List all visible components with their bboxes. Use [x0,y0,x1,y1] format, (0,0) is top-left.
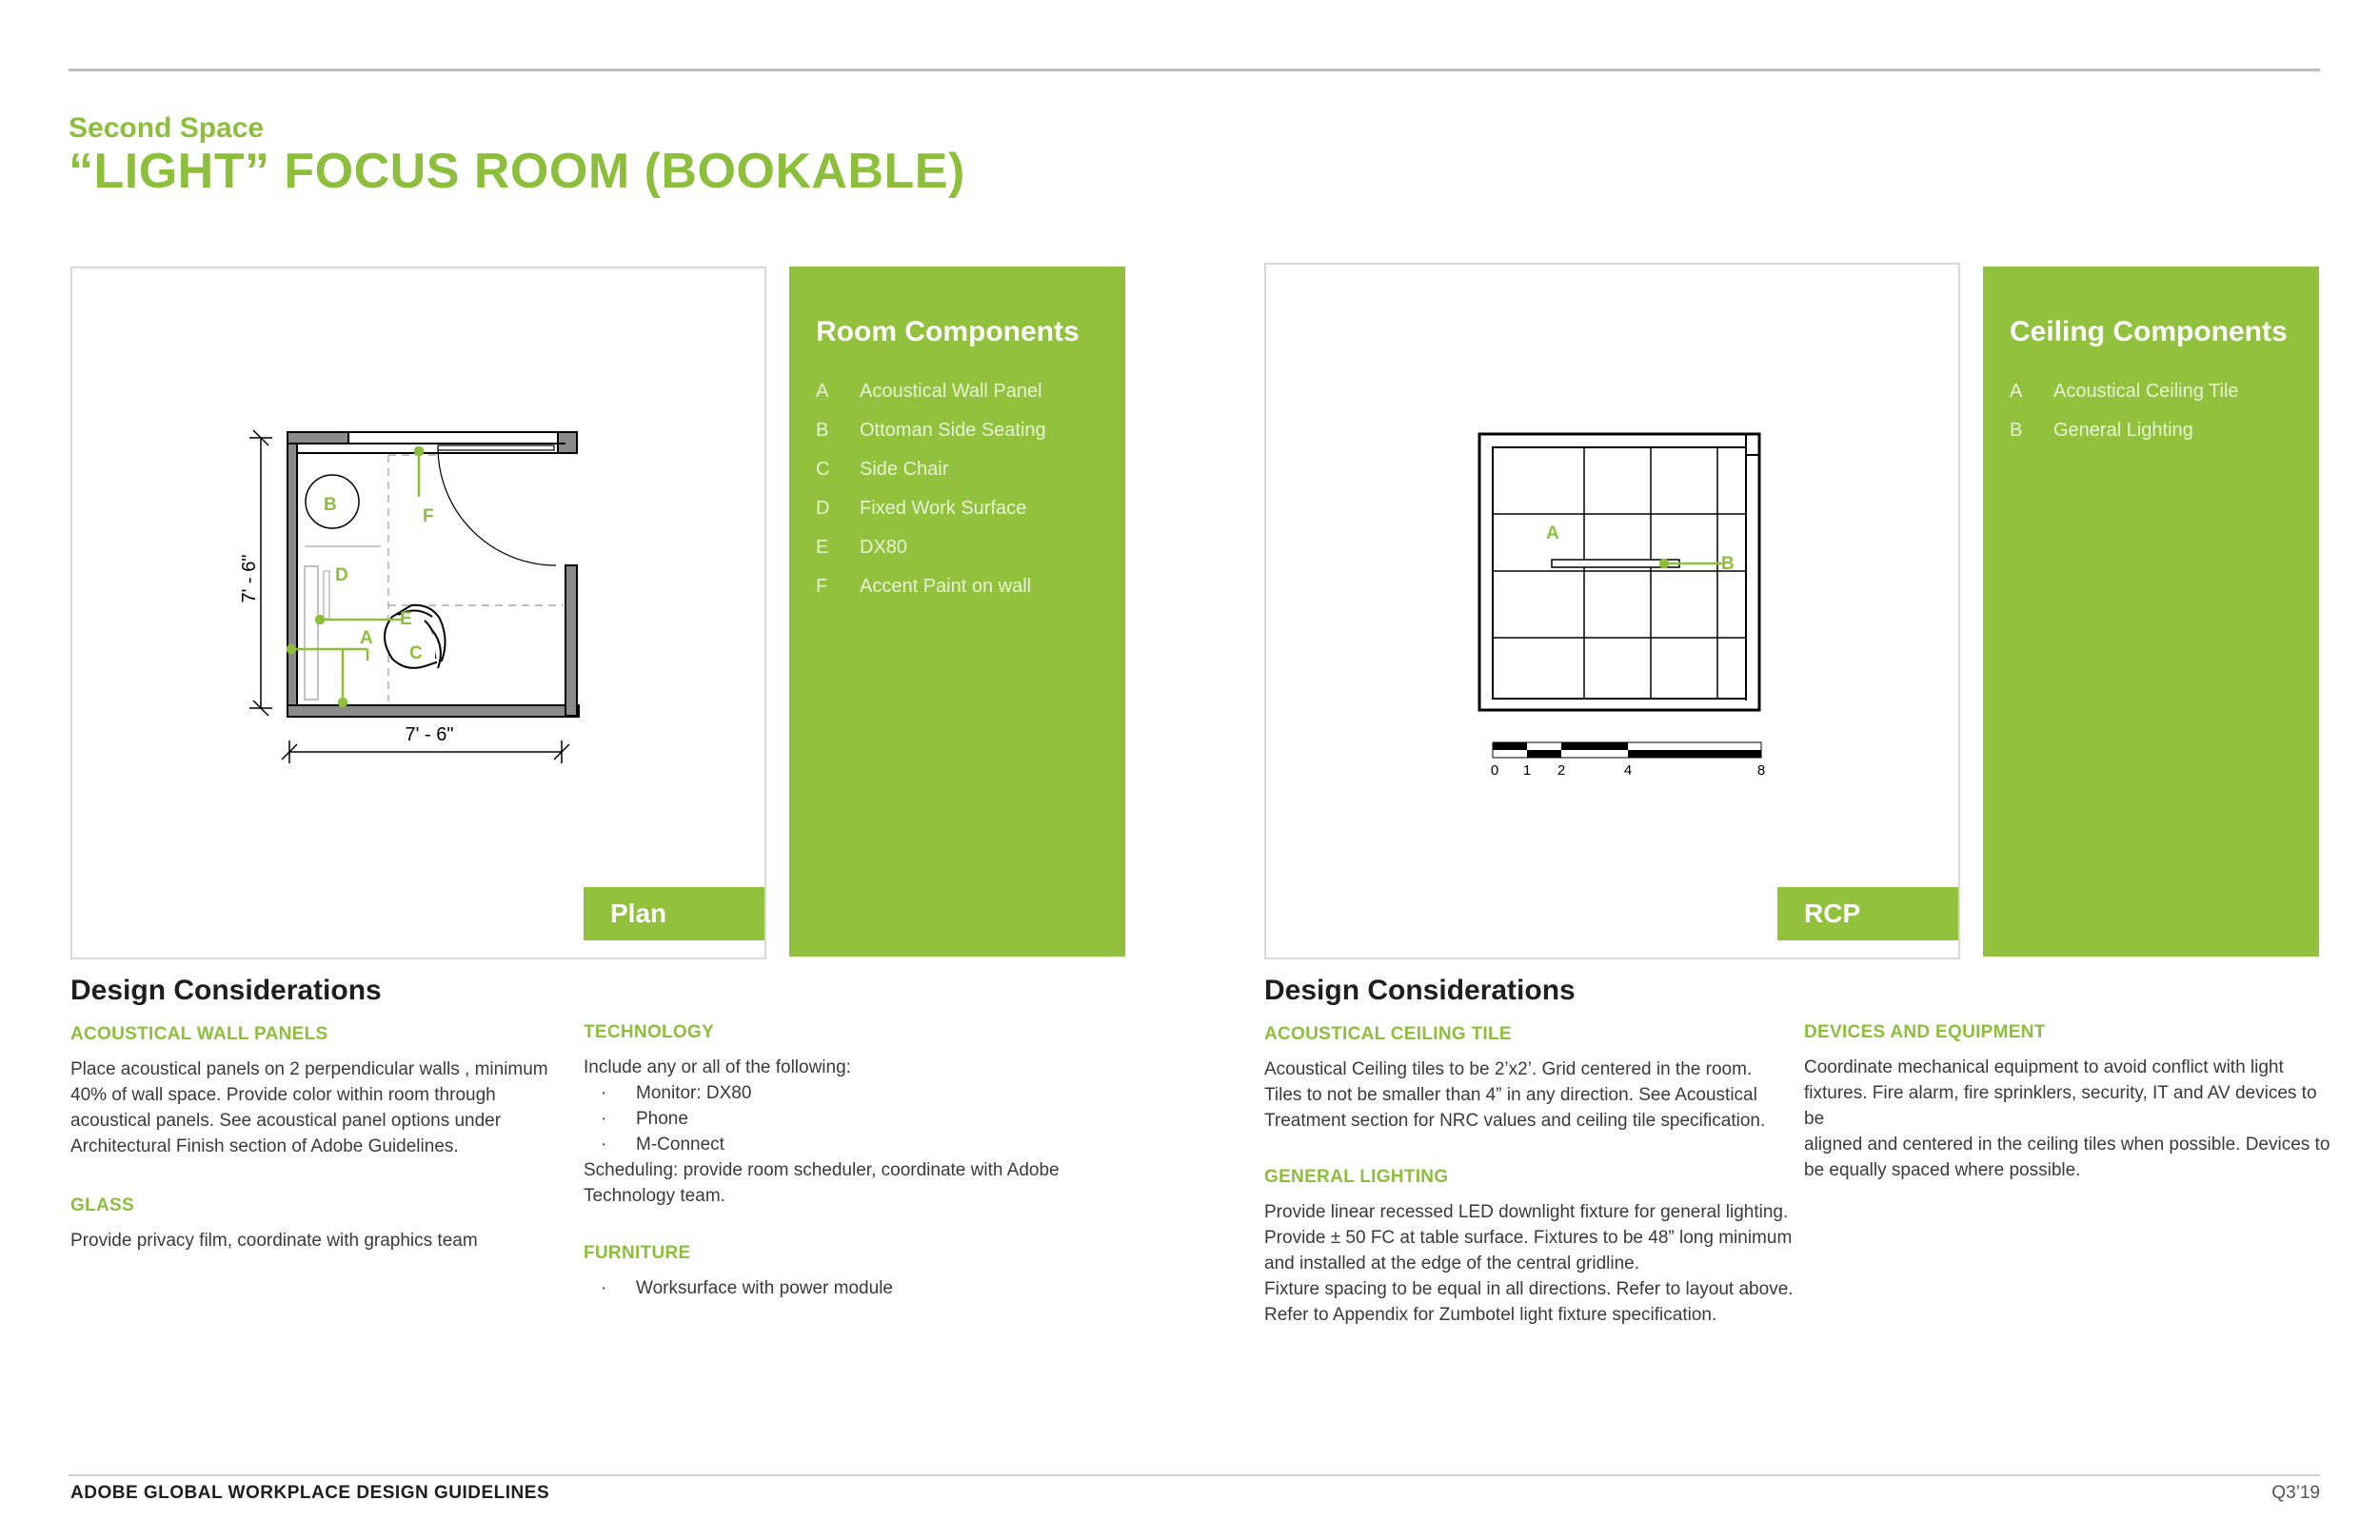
footer-date: Q3’19 [2271,1483,2320,1503]
section-heading: FURNITURE [584,1243,691,1263]
list-item: · Phone [601,1109,688,1129]
plan-tab: Plan [584,887,764,940]
reflected-ceiling-plan-drawing [1266,265,1958,958]
body-line: Refer to Appendix for Zumbotel light fixture specification. [1264,1305,1717,1325]
room-components-panel [789,267,1125,957]
section-heading: DEVICES AND EQUIPMENT [1804,1022,2046,1042]
body-line: Coordinate mechanical equipment to avoid conflict with light [1804,1057,2284,1077]
body-line: Fixture spacing to be equal in all directions. Refer to layout above. [1264,1279,1794,1299]
ceiling-tile-grid [1493,447,1746,699]
acoustical-panels-section [70,1024,565,1159]
scale-tick: 0 [1490,762,1499,779]
body-line: Architectural Finish section of Adobe Guidelines. [70,1136,459,1156]
body-line: fixtures. Fire alarm, fire sprinklers, security, IT and AV devices to be [1804,1083,2317,1129]
body-line: Acoustical Ceiling tiles to be 2’x2’. Grid centered in the room. [1264,1059,1753,1079]
section-heading: TECHNOLOGY [584,1022,715,1042]
rcp-label-b: B [1721,554,1735,574]
page-title: “LIGHT” FOCUS ROOM (BOOKABLE) [69,144,965,199]
list-item: D Fixed Work Surface [816,498,1027,519]
body-line: aligned and centered in the ceiling tiles when possible. Devices to [1804,1135,2330,1155]
technology-section [584,1022,1117,1209]
list-item: B General Lighting [2010,420,2193,441]
plan-label-a: A [360,628,373,648]
ceiling-tile-section [1264,1024,1797,1134]
ceiling-components-heading: Ceiling Components [2010,316,2288,347]
page-subtitle: Second Space [69,112,265,144]
floor-plan-drawing [72,268,764,958]
body-line: Provide linear recessed LED downlight fixture for general lighting. [1264,1202,1789,1222]
body-line: Scheduling: provide room scheduler, coordinate with Adobe [584,1160,1060,1180]
body-line: 40% of wall space. Provide color within room through [70,1085,496,1105]
section-heading: ACOUSTICAL CEILING TILE [1264,1024,1512,1044]
left-design-considerations-title: Design Considerations [70,975,382,1006]
ceiling-components-panel [1983,267,2319,957]
list-item: A Acoustical Ceiling Tile [2010,381,2239,402]
glass-section [70,1195,565,1254]
room-components-heading: Room Components [816,316,1080,347]
list-item: C Side Chair [816,459,949,480]
plan-drawing-frame [70,267,766,959]
top-rule [69,69,2320,71]
plan-width-dimension: 7' - 6" [405,724,454,745]
body-line: Technology team. [584,1186,725,1206]
devices-equipment-section [1804,1022,2337,1183]
scale-tick: 1 [1522,762,1532,779]
body-line: and installed at the edge of the central gridline. [1264,1254,1639,1273]
plan-label-c: C [409,643,423,663]
section-heading: ACOUSTICAL WALL PANELS [70,1024,328,1044]
body-line: Provide privacy film, coordinate with graphics team [70,1231,478,1251]
list-item: · M-Connect [601,1135,724,1155]
plan-label-f: F [423,506,434,526]
furniture-section [584,1243,1117,1301]
list-item: B Ottoman Side Seating [816,420,1046,441]
scale-tick: 4 [1623,762,1633,779]
list-item: · Monitor: DX80 [601,1083,752,1103]
list-item: · Worksurface with power module [601,1278,893,1298]
section-heading: GLASS [70,1195,134,1215]
body-line: Tiles to not be smaller than 4” in any direction. See Acoustical [1264,1085,1757,1105]
rcp-drawing-frame [1264,263,1960,959]
body-line: Place acoustical panels on 2 perpendicular walls , minimum [70,1059,548,1079]
list-item: F Accent Paint on wall [816,576,1032,597]
body-line: Include any or all of the following: [584,1057,851,1077]
rcp-tab: RCP [1777,887,1958,940]
right-design-considerations-title: Design Considerations [1264,975,1576,1006]
footer-title: ADOBE GLOBAL WORKPLACE DESIGN GUIDELINES [70,1483,550,1503]
general-lighting-section [1264,1167,1797,1328]
rcp-label-a: A [1546,523,1559,543]
list-item: A Acoustical Wall Panel [816,381,1042,402]
body-line: Provide ± 50 FC at table surface. Fixtures to be 48” long minimum [1264,1228,1793,1248]
ceiling-components-list [2010,381,2239,459]
body-line: Treatment section for NRC values and ceiling tile specification. [1264,1111,1766,1131]
plan-label-e: E [400,609,412,629]
plan-height-dimension: 7' - 6" [239,554,260,603]
room-components-list [816,381,1046,615]
scale-tick: 8 [1756,762,1766,779]
plan-label-d: D [335,565,348,585]
scale-tick: 2 [1557,762,1566,779]
body-line: acoustical panels. See acoustical panel options under [70,1111,502,1131]
list-item: E DX80 [816,537,908,558]
scale-bar [1491,742,1765,779]
footer-rule [69,1474,2320,1476]
body-line: be equally spaced where possible. [1804,1160,2081,1180]
plan-label-b: B [324,495,337,515]
section-heading: GENERAL LIGHTING [1264,1167,1449,1187]
